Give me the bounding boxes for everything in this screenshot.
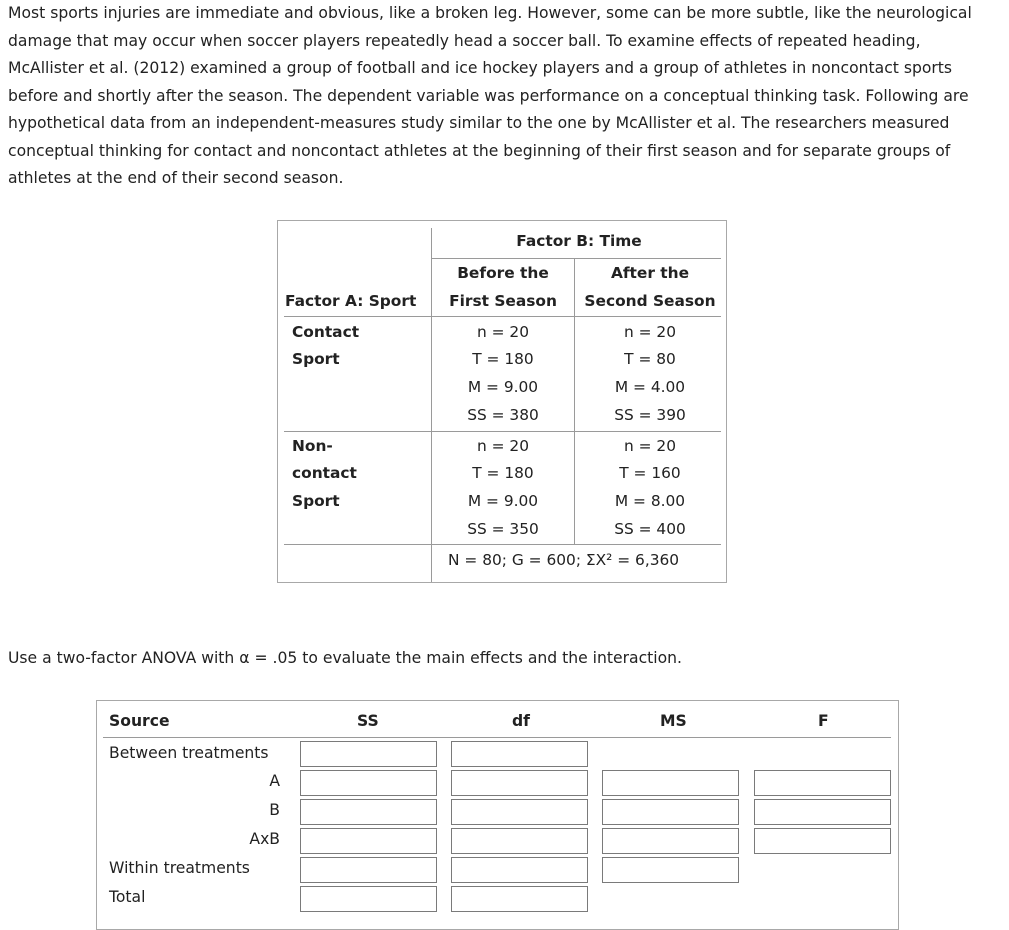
row-label-contact: Sport [292, 350, 340, 368]
problem-intro-text: Most sports injuries are immediate and obvious, like a broken leg. However, some can be more subtle, like the neurological damage that may occur when soccer players repeatedly head a soccer ball. To examine effects of repeated heading, McAllister et al. (2012) examined a group of football and ice hockey players and a group of athletes in noncontact sports before and shortly after the season. The dependent variable was performance on a conceptual thinking task. Following are hypothetical data from an independent-measures study similar to the one by McAllister et al. The researchers measured conceptual thinking for contact and noncontact athletes at the beginning of their first season and for separate groups of athletes at the end of their second season. [8, 4, 972, 187]
factor-a-header: Factor A: Sport [285, 292, 417, 310]
axb-df-input[interactable] [451, 828, 588, 854]
table-divider [284, 316, 721, 317]
cell-value: M = 9.00 [467, 378, 539, 396]
header-ms: MS [660, 712, 687, 730]
row-label-noncontact: Non- [292, 437, 333, 455]
within-ss-input[interactable] [300, 857, 437, 883]
col2-header-line2: Second Season [584, 292, 716, 310]
axb-f-input[interactable] [754, 828, 891, 854]
table-divider [432, 258, 721, 259]
cell-value: T = 180 [472, 350, 534, 368]
header-divider [103, 737, 891, 738]
anova-table [96, 700, 899, 930]
cell-value: T = 160 [619, 464, 681, 482]
factor-b-header: Factor B: Time [516, 232, 642, 250]
cell-value: SS = 400 [614, 520, 686, 538]
row-label-noncontact: Sport [292, 492, 340, 510]
cell-value: SS = 390 [614, 406, 686, 424]
a-f-input[interactable] [754, 770, 891, 796]
within-ms-input[interactable] [602, 857, 739, 883]
col2-header-line1: After the [610, 264, 690, 282]
cell-value: n = 20 [476, 323, 530, 341]
cell-value: M = 9.00 [467, 492, 539, 510]
cell-value: n = 20 [623, 437, 677, 455]
header-source: Source [109, 712, 170, 730]
a-ms-input[interactable] [602, 770, 739, 796]
header-ss: SS [357, 712, 379, 730]
row-label-a: A [269, 772, 280, 790]
col1-header-line2: First Season [449, 292, 557, 310]
anova-prompt: Use a two-factor ANOVA with α = .05 to evaluate the main effects and the interaction. [8, 649, 682, 667]
b-df-input[interactable] [451, 799, 588, 825]
cell-value: M = 8.00 [614, 492, 686, 510]
cell-value: M = 4.00 [614, 378, 686, 396]
row-label-b: B [269, 801, 280, 819]
data-summary-table [277, 220, 727, 583]
row-label-noncontact: contact [292, 464, 357, 482]
header-df: df [512, 712, 530, 730]
cell-value: SS = 380 [467, 406, 539, 424]
a-ss-input[interactable] [300, 770, 437, 796]
cell-value: n = 20 [476, 437, 530, 455]
total-df-input[interactable] [451, 886, 588, 912]
axb-ss-input[interactable] [300, 828, 437, 854]
b-ss-input[interactable] [300, 799, 437, 825]
between-df-input[interactable] [451, 741, 588, 767]
b-ms-input[interactable] [602, 799, 739, 825]
cell-value: SS = 350 [467, 520, 539, 538]
a-df-input[interactable] [451, 770, 588, 796]
cell-value: n = 20 [623, 323, 677, 341]
within-df-input[interactable] [451, 857, 588, 883]
row-label-within: Within treatments [109, 859, 250, 877]
cell-value: T = 180 [472, 464, 534, 482]
table-divider [284, 431, 721, 432]
totals-line: N = 80; G = 600; ΣX² = 6,360 [448, 551, 680, 569]
header-f: F [818, 712, 829, 730]
row-label-between: Between treatments [109, 744, 269, 762]
row-label-axb: AxB [249, 830, 280, 848]
table-divider [284, 544, 721, 545]
row-label-contact: Contact [292, 323, 360, 341]
row-label-total: Total [109, 888, 146, 906]
axb-ms-input[interactable] [602, 828, 739, 854]
between-ss-input[interactable] [300, 741, 437, 767]
total-ss-input[interactable] [300, 886, 437, 912]
cell-value: T = 80 [624, 350, 676, 368]
col1-header-line1: Before the [457, 264, 549, 282]
b-f-input[interactable] [754, 799, 891, 825]
